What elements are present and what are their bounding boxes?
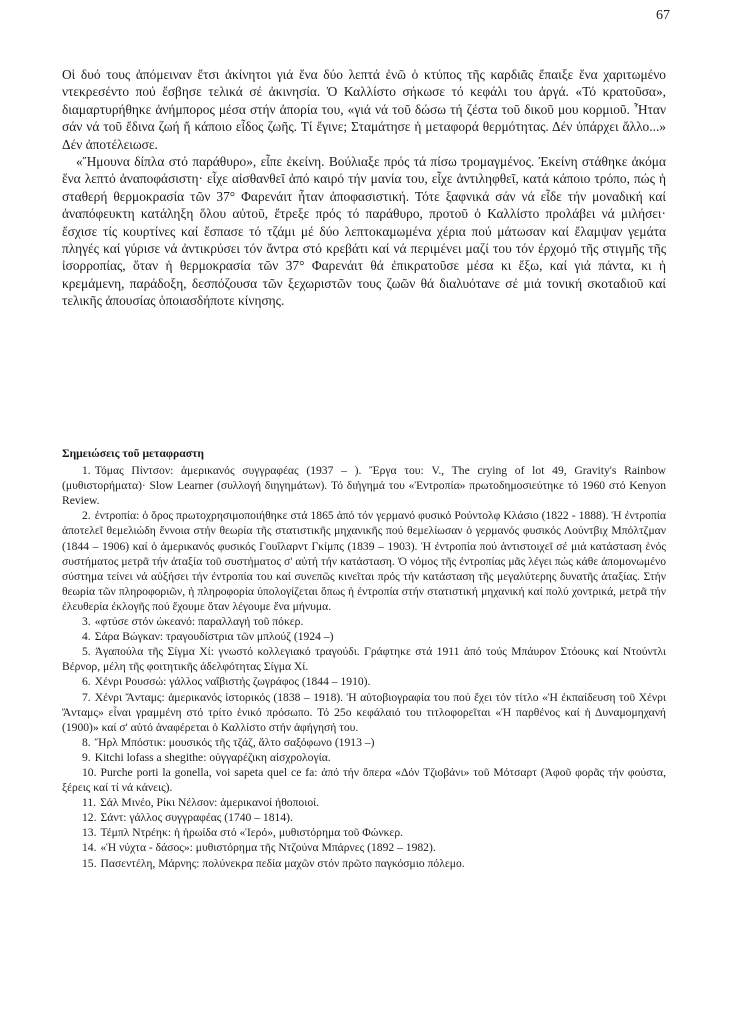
translator-notes <box>62 446 666 871</box>
note-text: Purche porti la gonella, voi sapeta quel ce fa: ἀπό τήν ὄπερα «Δόν Τζιοβάνι» τοῦ Μότσαρτ (Ἀφοῦ φορᾶς τήν φούστα, ξέρεις καί τί νά κάνεις). <box>62 765 666 795</box>
note-text: Σάλ Μινέο, Ρίκι Νέλσον: ἀμερικανοί ἠθοποιοί. <box>100 796 320 810</box>
note-number: 6. <box>82 675 91 689</box>
note-item <box>62 825 666 840</box>
note-text: «Ἡ νύχτα - δάσος»: μυθιστόρημα τῆς Ντζούνα Μπάρνες (1892 – 1982). <box>100 841 436 855</box>
note-number: 11. <box>82 796 97 810</box>
note-item <box>62 765 666 795</box>
note-number: 8. <box>82 735 91 749</box>
note-item <box>62 463 666 508</box>
note-item <box>62 508 666 614</box>
page-number: 67 <box>656 8 670 23</box>
note-item <box>62 735 666 750</box>
note-text: Σάντ: γάλλος συγγραφέας (1740 – 1814). <box>100 811 293 825</box>
note-text: Χένρι Ἄνταμς: ἀμερικανός ἱστορικός (1838 – 1918). Ἡ αὐτοβιογραφία του πού ἔχει τόν τίτλο «Ἡ ἐκπαίδευση τοῦ Χένρι Ἄνταμς» εἶναι γραμμένη στό τρίτο ἑνικό πρόσωπο. Τό 25ο κεφάλαιό του τιτλοφορεῖται «Ἡ παρθένος καί ἡ Δυναμομηχανή (1900)» καί σ' αὐτό ἀναφέρεται ὁ Καλλίστο στήν ἀφήγησή του. <box>62 690 666 734</box>
note-number: 3. <box>82 615 91 629</box>
note-item <box>62 644 666 674</box>
note-number: 14. <box>82 841 97 855</box>
note-item <box>62 856 666 871</box>
note-text: ἐντροπία: ὁ ὅρος πρωτοχρησιμοποιήθηκε στά 1865 ἀπό τόν γερμανό φυσικό Ρούντολφ Κλάσιο (1822 - 1888). Ἡ ἐντροπία ἀποτελεῖ θεμελιώδη ἔννοια στήν θεωρία τῆς στατιστικῆς μηχανικῆς πού θεμελίωσαν ὁ γερμανός φυσικός Λούντβιχ Μπόλτζμαν (1844 – 1906) καί ὁ ἀμερικανός φυσικός Γουΐλαρντ Γκίμπς (1839 – 1903). Ἡ ἐντροπία πού ἀντιστοιχεῖ σέ μιά κατάσταση ἑνός συστήματος μετρᾶ τήν ἀταξία τοῦ συστήματος σ' αὐτή τήν κατάσταση. Ὁ νόμος τῆς ἐντροπίας μᾶς λέγει πώς κάθε ἀπομονωμένο σύστημα τείνει νά αὐξήσει τήν ἐντροπία του καί συνεπῶς κινεῖται πρός τήν κατάσταση τῆς μεγαλύτερης δυνατῆς ἀταξίας. Στήν θεωρία τῶν πληροφοριῶν, ἡ πληροφορία ὑπολογίζεται ὅπως ἡ ἐντροπία στήν στατιστική μηχανική καί πολύ χοντρικά, μετρᾶ τήν ἐλευθερία ἐκλογῆς πού ἔχουμε ὅταν λέγουμε ἕνα μήνυμα. <box>62 509 666 613</box>
note-item <box>62 750 666 765</box>
note-number: 10. <box>82 765 97 779</box>
note-item <box>62 629 666 644</box>
note-number: 15. <box>82 856 97 870</box>
note-text: Kitchi lofass a shegithe: οὑγγαρέζικη αἰσχρολογία. <box>94 750 331 764</box>
note-number: 9. <box>82 750 91 764</box>
body-paragraph: «Ἤμουνα δίπλα στό παράθυρο», εἶπε ἐκείνη. Βούλιαξε πρός τά πίσω τρομαγμένος. Ἐκείνη στάθηκε ἀκόμα ἕνα λεπτό ἀναποφάσιστη· εἶχε αἰσθανθεῖ ἀπό καιρό τήν μανία του, εἶχε ἀντιληφθεῖ, κατά κάποιο τρόπο, πώς ἡ σταθερή θερμοκρασία τῶν 37° Φαρενάιτ ἦταν ἀποφασιστική. Τότε ξαφνικά σάν νά εἶδε τήν μοναδική καί ἀναπόφευκτη κατάληξη ὅλου αὐτοῦ, ἔτρεξε πρός τό παράθυρο, προτοῦ ὁ Καλλίστο προλάβει νά μιλήσει· ἔσχισε τίς κουρτίνες καί ἔσπασε τό τζάμι μέ δύο λεπτοκαμωμένα χέρια πού μάτωσαν καί ἔλαμψαν γεμάτα πληγές καί γύρισε νά ἀντικρύσει τόν ἄντρα στό κρεβάτι καί νά περιμένει μαζί του τόν ἐρχομό τῆς στιγμῆς τῆς ἰσορροπίας, ὅταν ἡ θερμοκρασία τῶν 37° Φαρενάιτ θά ἐπικρατοῦσε μέσα κι ἔξω, καί γιά πάντα, κι ἡ κρεμάμενη, παράδοξη, δεσπόζουσα τῶν ξεχωριστῶν τους ζωῶν θά διαλυότανε σέ μιά τονική σκοταδιοῦ καί τελικῆς ἀπουσίας ὁποιασδήποτε κίνησης. <box>62 154 666 309</box>
note-text: Ἤρλ Μπόστικ: μουσικός τῆς τζάζ, ἄλτο σαξόφωνο (1913 –) <box>94 735 375 749</box>
note-number: 5. <box>82 645 91 659</box>
note-number: 1. <box>82 464 91 478</box>
main-text <box>62 66 666 310</box>
notes-title: Σημειώσεις τοῦ μεταφραστη <box>62 447 204 460</box>
note-number: 12. <box>82 811 97 825</box>
note-item <box>62 840 666 855</box>
note-item <box>62 690 666 735</box>
note-item <box>62 810 666 825</box>
note-number: 4. <box>82 630 91 644</box>
note-item <box>62 614 666 629</box>
body-paragraph: Οἱ δυό τους ἀπόμειναν ἔτσι ἀκίνητοι γιά ἕνα δύο λεπτά ἐνῶ ὁ κτύπος τῆς καρδιᾶς ἔπαιξε ἕνα χαριτωμένο ντεκρεσέντο πού ἔσβησε τελικά σέ ἀκινησία. Ὁ Καλλίστο σήκωσε τό κεφάλι του ἀργά. «Τό κρατοῦσα», διαμαρτυρήθηκε ἀνήμπορος μέσα στήν ἀπορία του, «γιά νά τοῦ δώσω τή ζέστα τοῦ δικοῦ μου κορμιοῦ. Ἦταν σάν νά τοῦ ἔδινα ζωή ἤ κάποιο εἶδος ζωῆς. Τί ἔγινε; Σταμάτησε ἡ μεταφορά θερμότητας. Δέν ὑπάρχει ἄλλο...» Δέν ἀποτέλειωσε. <box>62 67 666 152</box>
note-number: 13. <box>82 826 97 840</box>
note-item <box>62 795 666 810</box>
note-text: Σάρα Βώγκαν: τραγουδίστρια τῶν μπλούζ (1924 –) <box>94 630 334 644</box>
note-text: Ἀγαπούλα τῆς Σίγμα Χί: γνωστό κολλεγιακό τραγούδι. Γράφτηκε στά 1911 ἀπό τούς Μπάυρον Στόουκς καί Ντούντλι Βέρνορ, μέλη τῆς φοιτητικῆς ἀδελφότητας Σίγμα Χί. <box>62 645 666 674</box>
note-number: 7. <box>82 690 91 704</box>
notes-list <box>62 463 666 871</box>
note-item <box>62 674 666 689</box>
note-text: Πασεντέλη, Μάρνης: πολύνεκρα πεδία μαχῶν στόν πρῶτο παγκόσμιο πόλεμο. <box>100 856 465 870</box>
note-number: 2. <box>82 509 91 523</box>
note-text: Τόμας Πίντσον: ἀμερικανός συγγραφέας (1937 – ). Ἔργα του: V., The crying of lot 49, Gravity's Rainbow (μυθιστορήματα)· Slow Learner (συλλογή διηγημάτων). Τό διήγημά του «Ἐντροπία» πρωτοδημοσιεύτηκε τό 1960 στό Kenyon Review. <box>62 464 666 508</box>
note-text: «φτύσε στόν ὠκεανό: παραλλαγή τοῦ πόκερ. <box>94 615 304 629</box>
note-text: Τέμπλ Ντρέηκ: ἡ ἡρωίδα στό «Ἱερό», μυθιστόρημα τοῦ Φώνκερ. <box>100 826 404 840</box>
note-text: Χένρι Ρουσσώ: γάλλος ναΐβιστής ζωγράφος (1844 – 1910). <box>94 675 371 689</box>
